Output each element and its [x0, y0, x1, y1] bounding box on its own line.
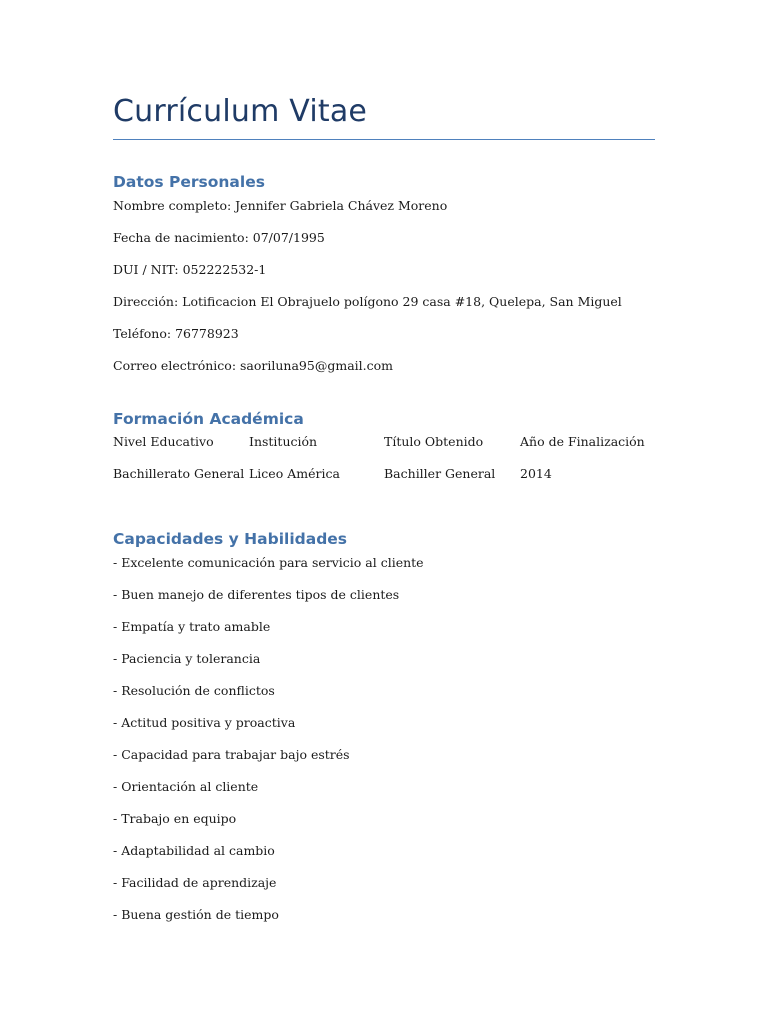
personal-heading: Datos Personales: [113, 173, 265, 191]
list-item: - Paciencia y tolerancia: [113, 651, 261, 666]
list-item: - Adaptabilidad al cambio: [113, 843, 275, 858]
list-item: - Trabajo en equipo: [113, 811, 237, 826]
list-item: - Capacidad para trabajar bajo estrés: [113, 747, 350, 762]
education-header-level: Nivel Educativo: [113, 434, 214, 449]
document-title: Currículum Vitae: [113, 94, 368, 129]
education-cell-year: 2014: [520, 466, 552, 481]
education-header-year: Año de Finalización: [520, 434, 645, 449]
education-header-degree: Título Obtenido: [384, 434, 484, 449]
education-header-institution: Institución: [249, 434, 318, 449]
list-item: - Empatía y trato amable: [113, 619, 271, 634]
education-cell-degree: Bachiller General: [384, 466, 496, 481]
education-heading: Formación Académica: [113, 410, 304, 428]
skills-heading: Capacidades y Habilidades: [113, 530, 348, 548]
education-cell-level: Bachillerato General: [113, 466, 245, 481]
list-item: - Excelente comunicación para servicio al cliente: [113, 555, 424, 570]
personal-full-name: Nombre completo: Jennifer Gabriela Chávez Moreno: [113, 198, 448, 213]
list-item: - Facilidad de aprendizaje: [113, 875, 277, 890]
list-item: - Orientación al cliente: [113, 779, 259, 794]
personal-email: Correo electrónico: saoriluna95@gmail.com: [113, 358, 393, 373]
list-item: - Buen manejo de diferentes tipos de clientes: [113, 587, 400, 602]
title-divider: [113, 139, 655, 140]
personal-phone: Teléfono: 76778923: [113, 326, 239, 341]
education-cell-institution: Liceo América: [249, 466, 340, 481]
personal-dui-nit: DUI / NIT: 052222532-1: [113, 262, 267, 277]
list-item: - Buena gestión de tiempo: [113, 907, 279, 922]
list-item: - Resolución de conflictos: [113, 683, 275, 698]
personal-address: Dirección: Lotificacion El Obrajuelo polígono 29 casa #18, Quelepa, San Miguel: [113, 294, 622, 309]
list-item: - Actitud positiva y proactiva: [113, 715, 296, 730]
personal-birth-date: Fecha de nacimiento: 07/07/1995: [113, 230, 325, 245]
